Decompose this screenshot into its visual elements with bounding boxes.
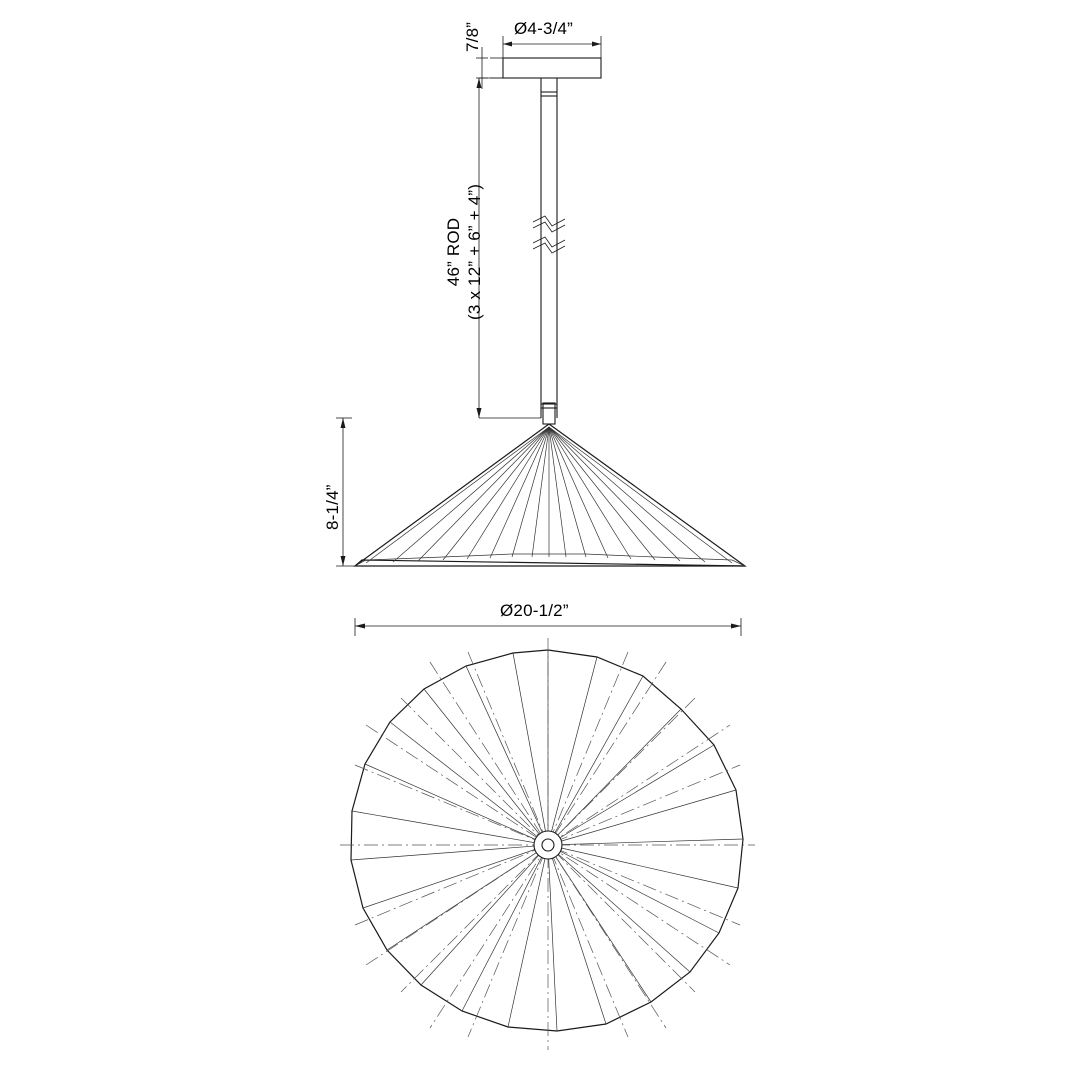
shade-hub (543, 403, 555, 424)
shade-height-label: 8-1/4” (323, 484, 342, 530)
plan-hub (534, 831, 562, 859)
canopy (503, 58, 601, 78)
rod-length-label (443, 184, 486, 320)
canopy-height-label: 7/8” (463, 21, 482, 52)
rod-break-symbol (533, 216, 565, 253)
rod-length-line2: (3 x 12” + 6” + 4”) (465, 183, 485, 320)
shade-ribs (366, 427, 732, 563)
canopy-diameter-dimension (503, 36, 601, 60)
suspension-rod (541, 78, 557, 418)
rod-length-line1: 46” ROD (444, 217, 463, 287)
canopy-diameter-label: Ø4-3/4” (514, 19, 574, 38)
shade-bottom-edge (355, 554, 745, 566)
shade-diameter-label: Ø20-1/2” (500, 601, 569, 620)
rod-length-dimension (477, 78, 542, 418)
